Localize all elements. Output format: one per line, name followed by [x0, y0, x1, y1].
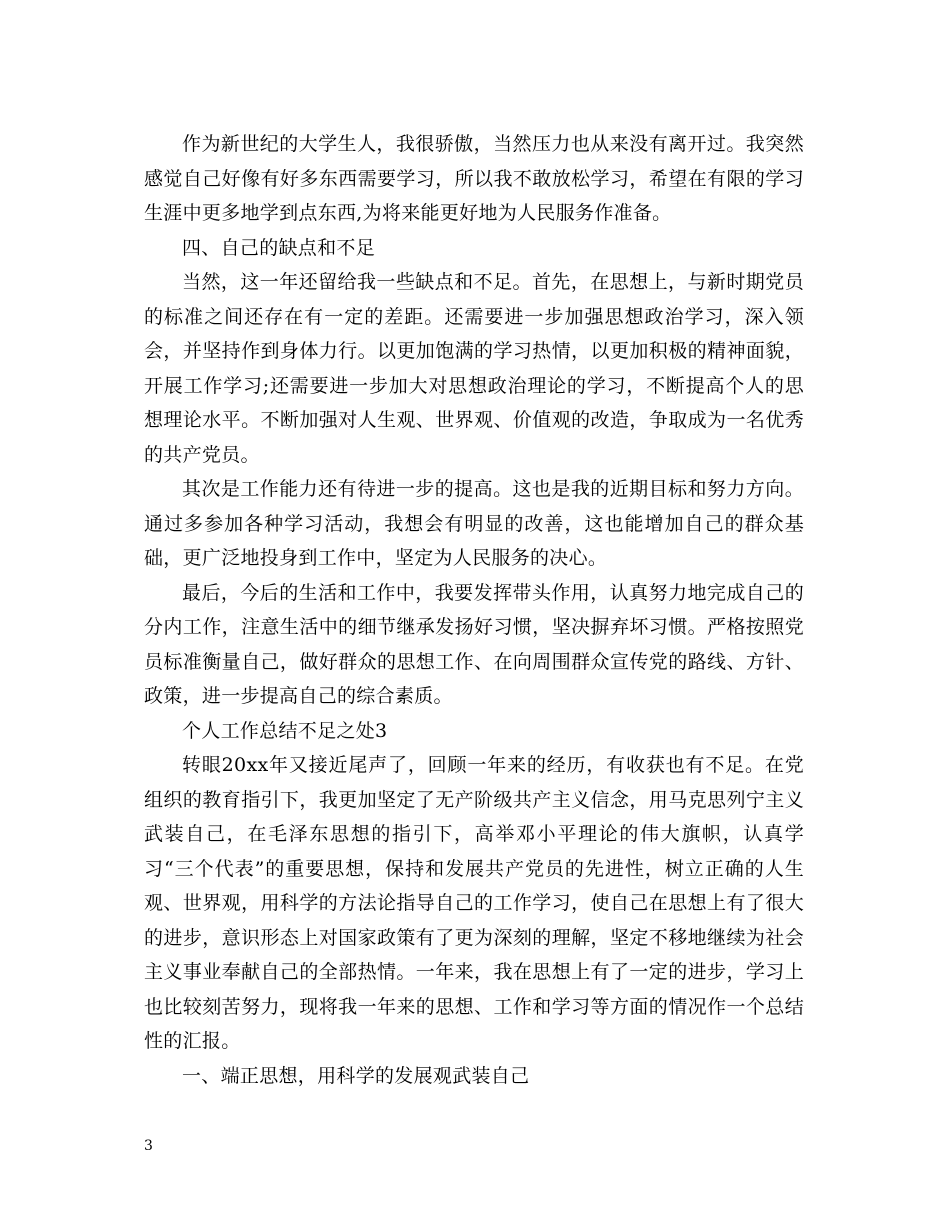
paragraph-shortcomings: 当然，这一年还留给我一些缺点和不足。首先，在思想上，与新时期党员的标准之间还存在有一定的差距。还需要进一步加强思想政治学习，深入领会，并坚持作到身体力行。以更加饱满的学习热情，以更加积极的精神面貌，开展工作学习;还需要进一步加大对思想政治理论的学习，不断提高个人的思想理论水平。不断加强对人生观、世界观、价值观的改造，争取成为一名优秀的共产党员。 — [144, 271, 804, 466]
section-heading-summary-3: 个人工作总结不足之处3 — [182, 719, 388, 742]
document-body — [144, 127, 804, 1093]
page-number: 3 — [144, 1138, 153, 1154]
section-heading-correct-thinking: 一、端正思想，用科学的发展观武装自己 — [182, 1064, 530, 1087]
paragraph-year-review: 转眼20xx年又接近尾声了，回顾一年来的经历，有收获也有不足。在党组织的教育指引下，我更加坚定了无产阶级共产主义信念，用马克思列宁主义武装自己，在毛泽东思想的指引下，高举邓小平理论的伟大旗帜，认真学习“三个代表”的重要思想，保持和发展共产党员的先进性，树立正确的人生观、世界观，用科学的方法论指导自己的工作学习，使自己在思想上有了很大的进步，意识形态上对国家政策有了更为深刻的理解，坚定不移地继续为社会主义事业奉献自己的全部热情。一年来，我在思想上有了一定的进步，学习上也比较刻苦努力，现将我一年来的思想、工作和学习等方面的情况作一个总结性的汇报。 — [144, 754, 804, 1052]
section-heading-shortcomings: 四、自己的缺点和不足 — [182, 236, 376, 259]
paragraph-finally: 最后，今后的生活和工作中，我要发挥带头作用，认真努力地完成自己的分内工作，注意生活中的细节继承发扬好习惯，坚决摒弃坏习惯。严格按照党员标准衡量自己，做好群众的思想工作、在向周围群众宣传党的路线、方针、政策，进一步提高自己的综合素质。 — [144, 581, 804, 707]
paragraph-work-ability: 其次是工作能力还有待进一步的提高。这也是我的近期目标和努力方向。通过多参加各种学习活动，我想会有明显的改善，这也能增加自己的群众基础，更广泛地投身到工作中，坚定为人民服务的决心。 — [144, 478, 804, 569]
paragraph-intro: 作为新世纪的大学生人，我很骄傲，当然压力也从来没有离开过。我突然感觉自己好像有好多东西需要学习，所以我不敢放松学习，希望在有限的学习生涯中更多地学到点东西,为将来能更好地为人民服务作准备。 — [144, 133, 804, 224]
